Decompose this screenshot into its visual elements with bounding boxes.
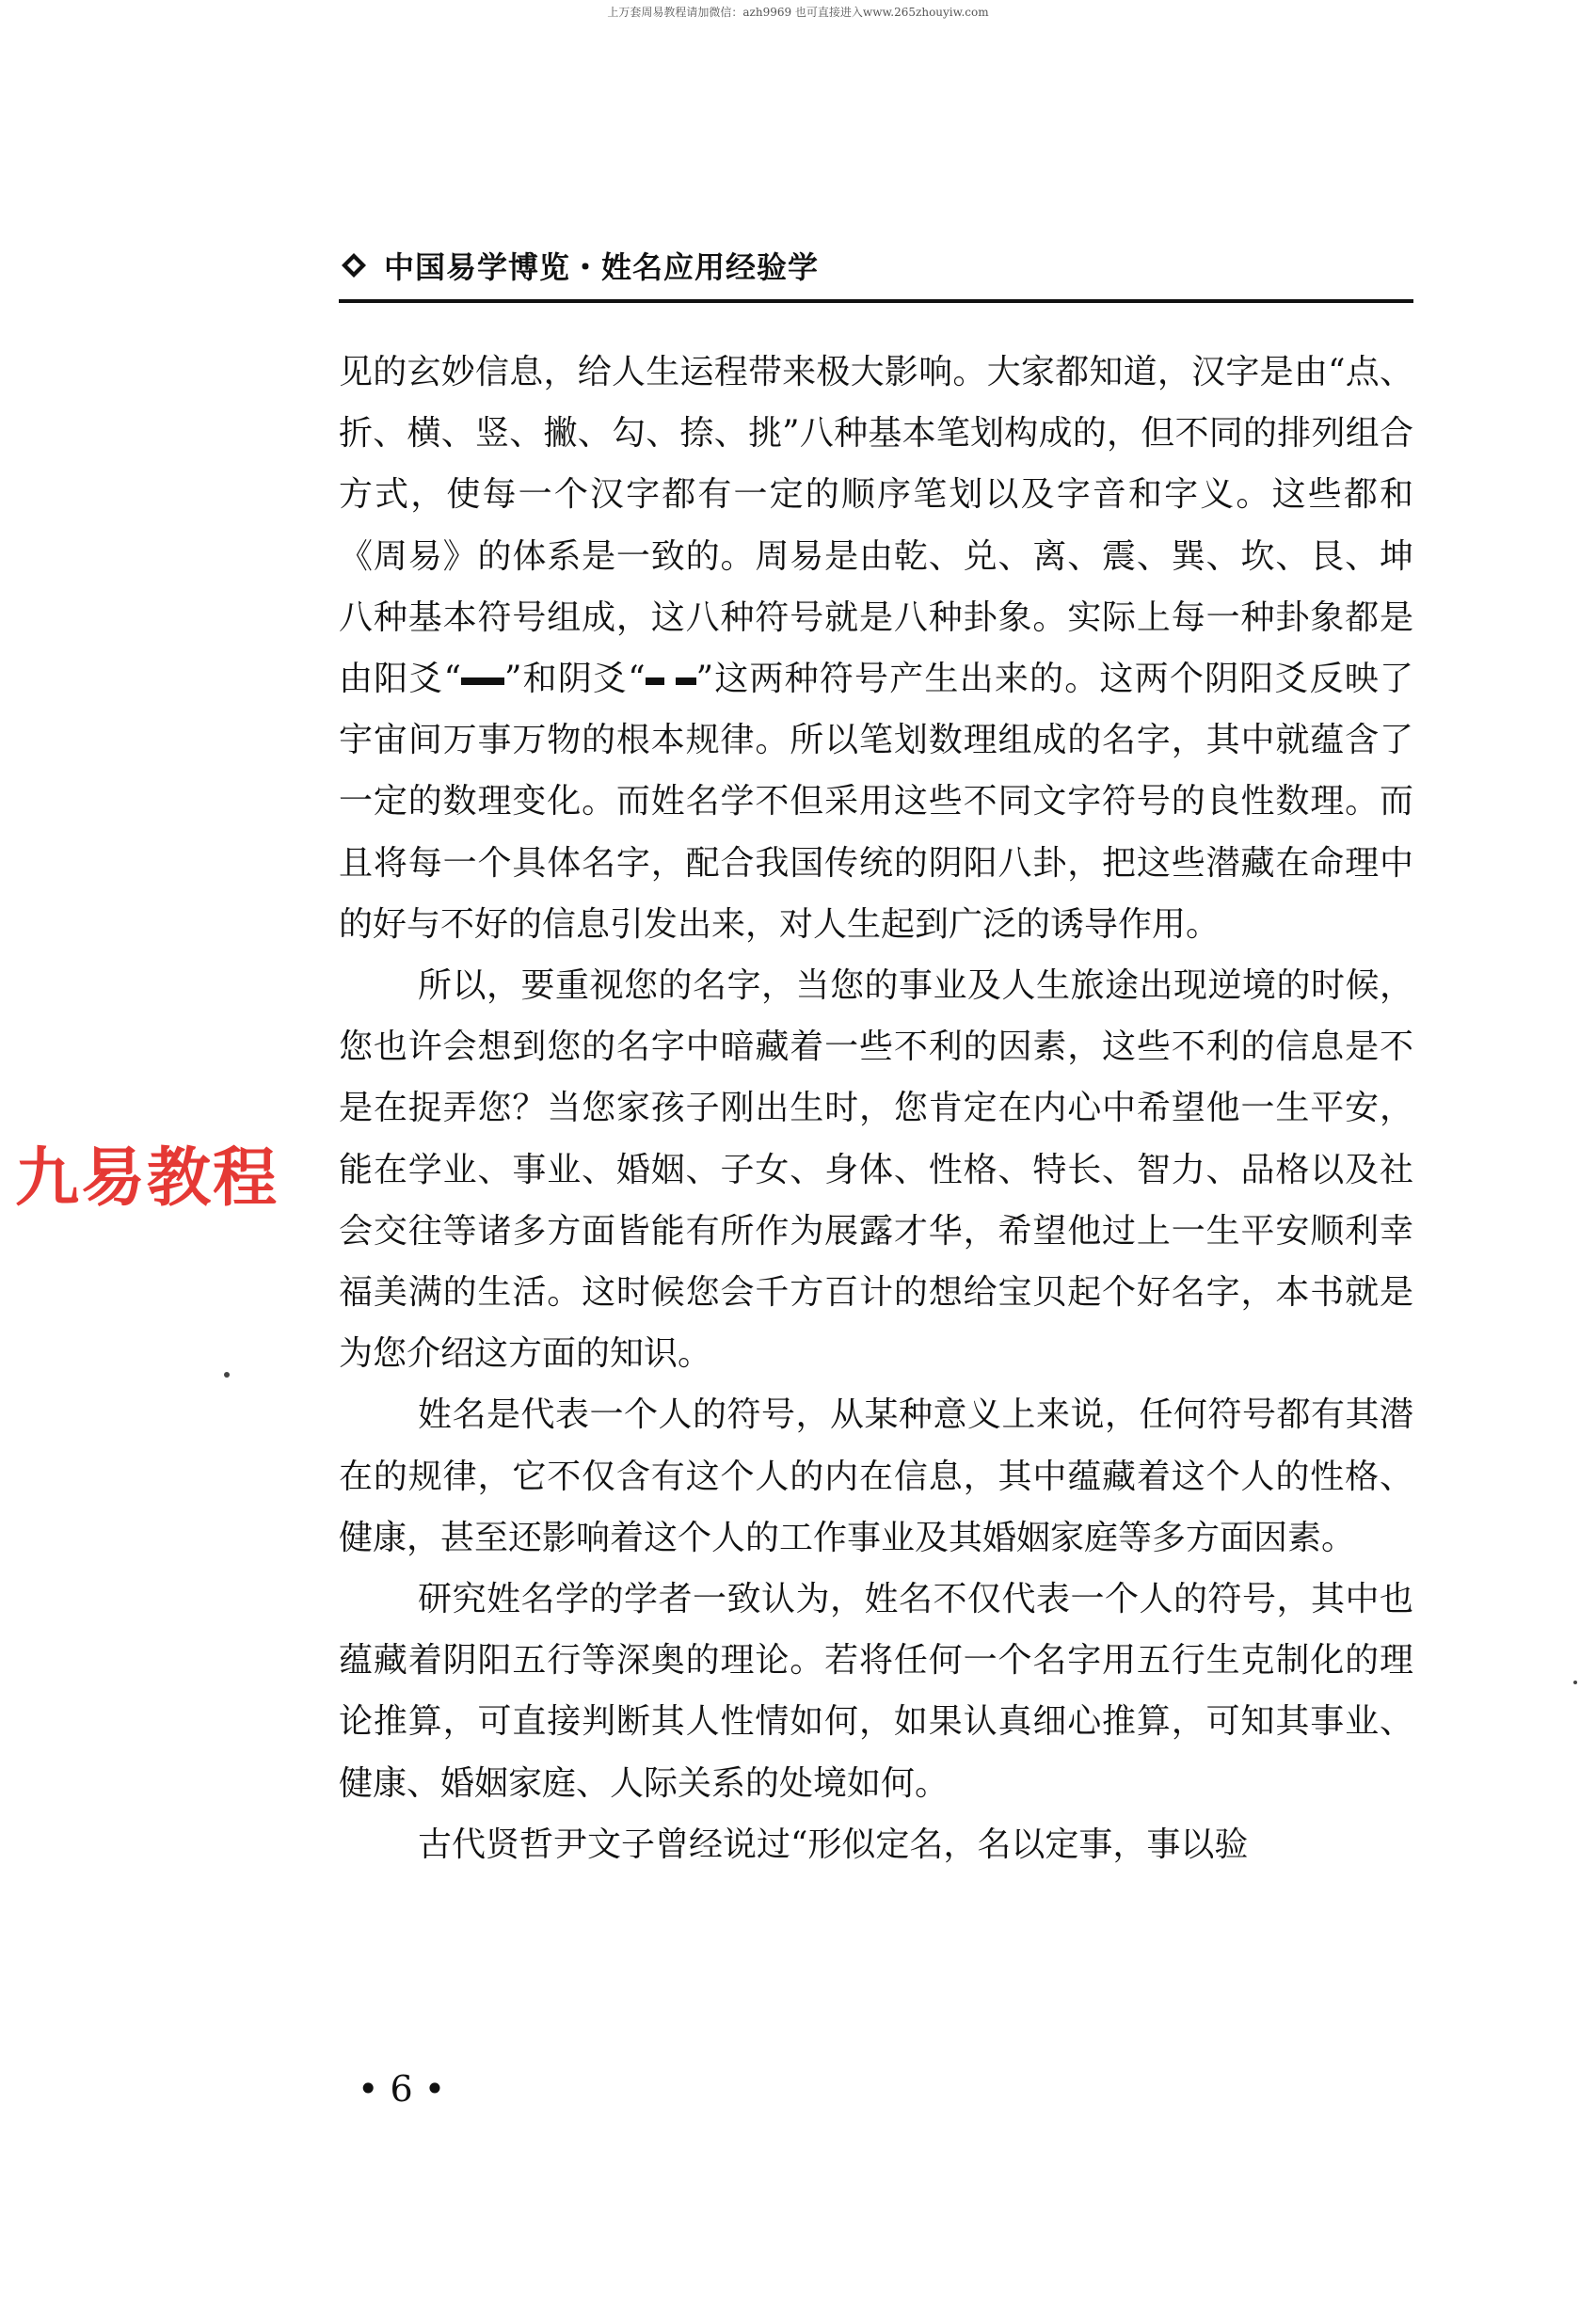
paragraph-1-part-a: 见的玄妙信息，给人生运程带来极大影响。大家都知道，汉字是由“点、折、横、竖、撇、勾、捺、挑”八种基本笔划构成的，但不同的排列组合方式，使每一个汉字都有一定的顺序笔划以及字音和字义。这些都和《周易》的体系是一致的。周易是由乾、兑、离、震、巽、坎、艮、坤八种基本符号组成，这八种符号就是八种卦象。实际上每一种卦象都是由阳爻“ bbox=[339, 353, 1413, 699]
paragraph-4: 研究姓名学的学者一致认为，姓名不仅代表一个人的符号，其中也蕴藏着阴阳五行等深奥的理论。若将任何一个名字用五行生克制化的理论推算，可直接判断其人性情如何，如果认真细心推算，可知其事业、健康、婚姻家庭、人际关系的处境如何。 bbox=[339, 1580, 1413, 1803]
body-text bbox=[339, 342, 1413, 1875]
running-header bbox=[341, 243, 819, 288]
paragraph-3: 姓名是代表一个人的符号，从某种意义上来说，任何符号都有其潜在的规律，它不仅含有这个人的内在信息，其中蕴藏着这个人的性格、健康，甚至还影响着这个人的工作事业及其婚姻家庭等多方面因素。 bbox=[339, 1395, 1413, 1557]
paragraph-2: 所以，要重视您的名字，当您的事业及人生旅途出现逆境的时候，您也许会想到您的名字中暗藏着一些不利的因素，这些不利的信息是不是在捉弄您？当您家孩子刚出生时，您肯定在内心中希望他一生平安，能在学业、事业、婚姻、子女、身体、性格、特长、智力、品格以及社会交往等诸多方面皆能有所作为展露才华，希望他过上一生平安顺利幸福美满的生活。这时候您会千方百计的想给宝贝起个好名字，本书就是为您介绍这方面的知识。 bbox=[339, 966, 1413, 1374]
yin-yao-symbol bbox=[646, 677, 696, 685]
paragraph-1-part-b: ”和阴爻“ bbox=[504, 660, 646, 699]
yang-yao-symbol bbox=[461, 677, 504, 685]
header-rule bbox=[339, 299, 1413, 303]
scan-speck bbox=[1573, 1681, 1577, 1684]
page-number: • 6 • bbox=[358, 2068, 446, 2110]
header-title: 中国易学博览・姓名应用经验学 bbox=[384, 249, 820, 285]
watermark: 九易教程 bbox=[15, 1141, 279, 1216]
diamond-icon bbox=[341, 252, 367, 279]
paragraph-1 bbox=[339, 342, 1413, 955]
scan-speck bbox=[224, 1372, 230, 1378]
paragraph-1-part-c: ”这两种符号产生出来的。这两个阴阳爻反映了宇宙间万事万物的根本规律。所以笔划数理组成的名字，其中就蕴含了一定的数理变化。而姓名学不但采用这些不同文字符号的良性数理。而且将每一个具体名字，配合我国传统的阴阳八卦，把这些潜藏在命理中的好与不好的信息引发出来，对人生起到广泛的诱导作用。 bbox=[339, 660, 1414, 944]
paragraph-5: 古代贤哲尹文子曾经说过“形似定名，名以定事，事以验 bbox=[418, 1825, 1249, 1864]
top-note: 上万套周易教程请加微信：azh9969 也可直接进入www.265zhouyiw.com bbox=[607, 6, 989, 19]
